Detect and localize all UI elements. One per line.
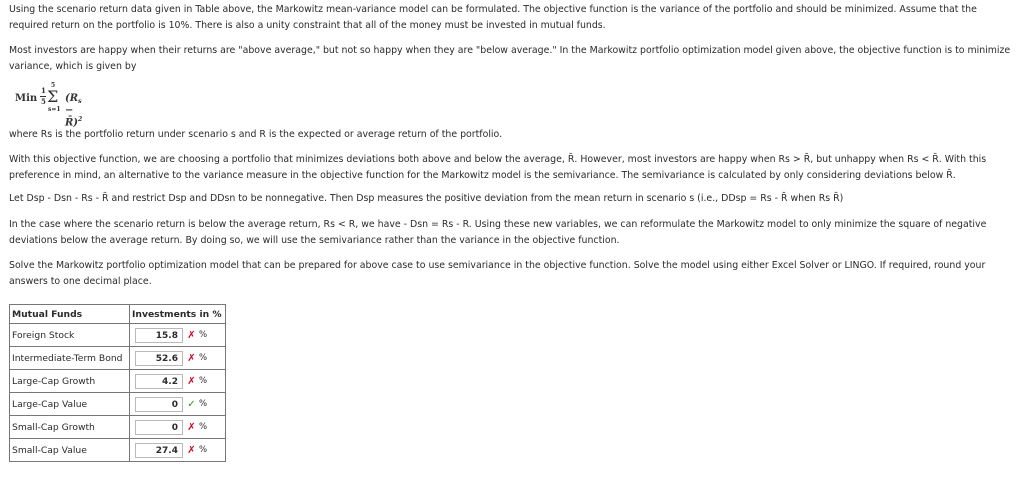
investment-input[interactable]: 4.2 — [135, 374, 183, 389]
percent-unit: % — [199, 330, 208, 340]
percent-unit: % — [199, 445, 208, 455]
formula-frac-den: 5 — [41, 97, 46, 106]
paragraph-deviation: Let Dsp - Dsn - Rs - R̄ and restrict Dsp and DDsn to be nonnegative. Then Dsp measures the positive deviation from the mean return in scenario s (i.e., DDsp = Rs - R̄ when Rs R̄) — [9, 193, 844, 204]
investment-cell — [130, 324, 226, 347]
formula-min: Min — [15, 93, 38, 104]
table-row — [10, 416, 226, 439]
table-row — [10, 393, 226, 416]
cross-icon: ✗ — [187, 375, 196, 387]
cross-icon: ✗ — [187, 329, 196, 341]
investment-input[interactable]: 0 — [135, 420, 183, 435]
header-investments: Investments in % — [130, 305, 226, 324]
table-row — [10, 347, 226, 370]
fund-name: Large-Cap Value — [10, 393, 130, 416]
paragraph-investors: Most investors are happy when their returns are "above average," but not so happy when they are "below average." In the Markowitz portfolio optimization model given above, the objective function is to minimize variance, which is given by — [9, 45, 1011, 72]
table-header-row — [10, 305, 226, 324]
table-row — [10, 370, 226, 393]
formula-sum-bottom: s=1 — [48, 106, 61, 113]
percent-unit: % — [199, 353, 208, 363]
paragraph-below-average: In the case where the scenario return is below the average return, Rs < R, we have - Dsn = Rs - R. Using these new variables, we can reformulate the Markowitz model to only minimize the square of negative deviations below the average return. By doing so, we will use the semivariance rather than the variance in the objective function. — [9, 219, 987, 246]
investment-input[interactable]: 27.4 — [135, 443, 183, 458]
paragraph-where: where Rs is the portfolio return under scenario s and R is the expected or average return of the portfolio. — [9, 129, 503, 140]
formula-sum-top: 5 — [51, 82, 56, 89]
investment-input[interactable]: 15.8 — [135, 328, 183, 343]
investment-cell — [130, 439, 226, 462]
investments-table — [9, 304, 226, 462]
check-icon: ✓ — [187, 398, 196, 410]
fund-name: Large-Cap Growth — [10, 370, 130, 393]
investment-input[interactable]: 0 — [135, 397, 183, 412]
sigma-icon: Σ — [47, 87, 59, 106]
table-row — [10, 324, 226, 347]
formula-expr: ($R_s$ − R̄)$^2$ — [65, 93, 83, 129]
investment-cell — [130, 416, 226, 439]
fund-name: Small-Cap Value — [10, 439, 130, 462]
cross-icon: ✗ — [187, 352, 196, 364]
investment-cell — [130, 370, 226, 393]
investment-input[interactable]: 52.6 — [135, 351, 183, 366]
percent-unit: % — [199, 422, 208, 432]
cross-icon: ✗ — [187, 421, 196, 433]
fund-name: Foreign Stock — [10, 324, 130, 347]
fund-name: Small-Cap Growth — [10, 416, 130, 439]
fund-name: Intermediate-Term Bond — [10, 347, 130, 370]
percent-unit: % — [199, 399, 208, 409]
paragraph-semivariance: With this objective function, we are choosing a portfolio that minimizes deviations both above and below the average, R̄. However, most investors are happy when Rs > R̄, but unhappy when Rs < R̄. With this preference in mind, an alternative to the variance measure in the objective function for the Markowitz model is the semivariance. The semivariance is calculated by only considering deviations below R̄. — [9, 154, 987, 181]
table-row — [10, 439, 226, 462]
investment-cell — [130, 393, 226, 416]
paragraph-instructions: Solve the Markowitz portfolio optimization model that can be prepared for above case to use semivariance in the objective function. Solve the model using either Excel Solver or LINGO. If required, round your answers to one decimal place. — [9, 260, 986, 287]
cross-icon: ✗ — [187, 444, 196, 456]
percent-unit: % — [199, 376, 208, 386]
header-mutual-funds: Mutual Funds — [10, 305, 130, 324]
paragraph-intro: Using the scenario return data given in Table above, the Markowitz mean-variance model can be formulated. The objective function is the variance of the portfolio and should be minimized. Assume that the required return on the portfolio is 10%. There is also a unity constraint that all of the money must be invested in mutual funds. — [9, 4, 977, 31]
investment-cell — [130, 347, 226, 370]
formula-frac-num: 1 — [41, 86, 46, 95]
